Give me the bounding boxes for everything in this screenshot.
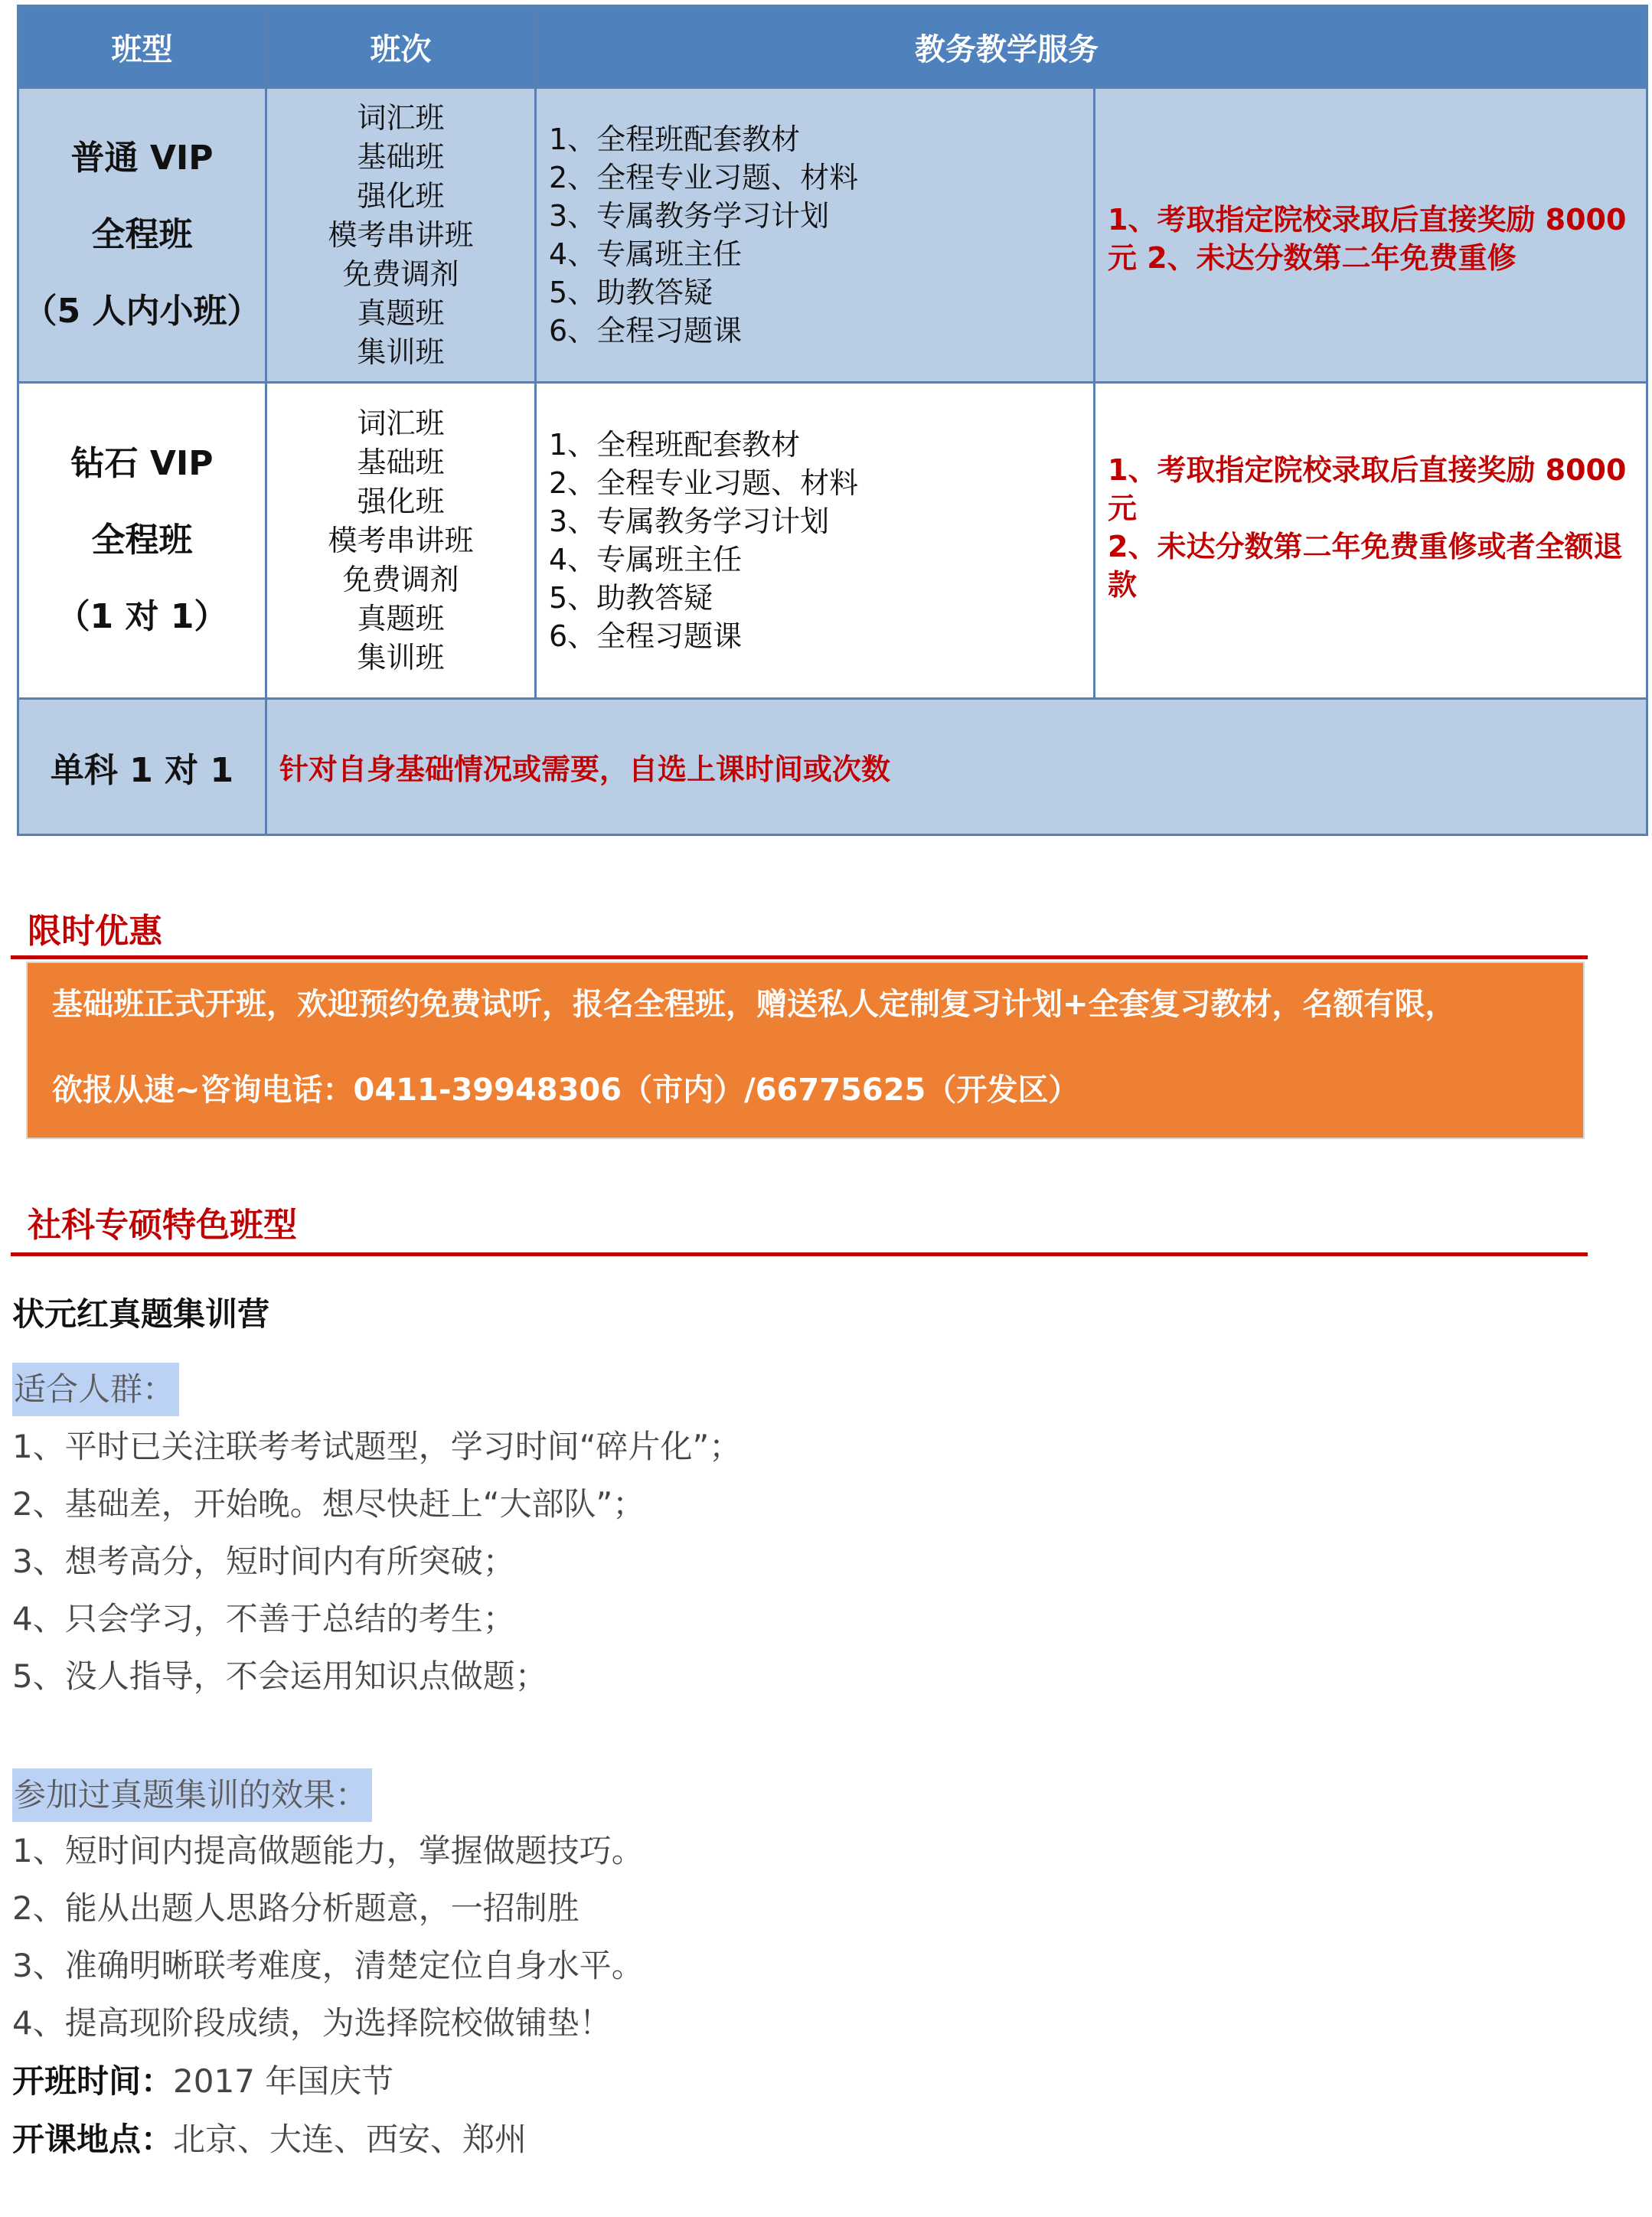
class-item: 真题班: [357, 295, 445, 330]
class-item: 免费调剂: [342, 562, 459, 596]
start-time-label: 开班时间：: [12, 2062, 174, 2100]
class-list-cell: [266, 383, 536, 699]
promo-title: 限时优惠: [28, 912, 162, 951]
list-item: 2、基础差，开始晚。想尽快赶上“大部队”；: [12, 1485, 645, 1523]
class-item: 基础班: [357, 445, 445, 479]
service-item: 3、专属教务学习计划: [549, 504, 830, 538]
service-item: 2、全程专业习题、材料: [549, 466, 859, 500]
list-item: 4、提高现阶段成绩，为选择院校做铺垫！: [12, 2004, 612, 2042]
class-item: 模考串讲班: [328, 217, 474, 252]
start-time-value: 2017 年国庆节: [173, 2062, 394, 2100]
services-cell: [536, 383, 1095, 699]
class-type-cell: [18, 88, 266, 383]
audience-list: [12, 1418, 741, 1705]
reward-cell: 1、考取指定院校录取后直接奖励 8000 元 2、未达分数第二年免费重修: [1095, 88, 1647, 383]
table-header-row: [18, 6, 1647, 88]
class-item: 集训班: [357, 640, 445, 674]
service-item: 2、全程专业习题、材料: [549, 161, 859, 194]
class-item: 基础班: [357, 139, 445, 174]
class-item: 模考串讲班: [328, 523, 474, 557]
promo-divider: [11, 955, 1588, 959]
header-services-label: 教务教学服务: [915, 31, 1099, 67]
course-table: [17, 5, 1648, 836]
class-type-line: （1 对 1）: [56, 597, 228, 636]
camp-title: 状元红真题集训营: [12, 1295, 270, 1333]
effect-list: [12, 1822, 644, 2052]
promo-line-2: 欲报从速~咨询电话：0411-39948306（市内）/66775625（开发区）: [52, 1073, 1079, 1108]
list-item: 1、短时间内提高做题能力，掌握做题技巧。: [12, 1832, 644, 1869]
location-label: 开课地点：: [12, 2121, 174, 2158]
start-time: [12, 2056, 393, 2102]
service-item: 6、全程习题课: [549, 619, 743, 653]
class-item: 免费调剂: [342, 256, 459, 291]
class-type-line: 全程班: [91, 521, 193, 560]
audience-label: 适合人群：: [12, 1363, 179, 1416]
table-row: [18, 699, 1647, 835]
service-item: 4、专属班主任: [549, 237, 743, 271]
class-type-line: （5 人内小班）: [23, 292, 261, 331]
class-item: 真题班: [357, 601, 445, 635]
class-type-line: 全程班: [91, 215, 193, 254]
class-item: 强化班: [357, 178, 445, 213]
service-item: 1、全程班配套教材: [549, 428, 801, 462]
list-item: 4、只会学习，不善于总结的考生；: [12, 1600, 515, 1637]
location: [12, 2114, 527, 2160]
single-class-name: 单科 1 对 1: [18, 699, 266, 835]
service-item: 1、全程班配套教材: [549, 122, 801, 156]
class-item: 词汇班: [357, 406, 445, 440]
service-item: 4、专属班主任: [549, 543, 743, 576]
promo-box: [26, 962, 1585, 1139]
class-type-cell: [18, 383, 266, 699]
services-cell: [536, 88, 1095, 383]
service-item: 3、专属教务学习计划: [549, 199, 830, 233]
class-item: 集训班: [357, 335, 445, 369]
class-list-cell: [266, 88, 536, 383]
class-type-line: 普通 VIP: [70, 139, 214, 178]
class-item: 词汇班: [357, 100, 445, 135]
table-row: [18, 383, 1647, 699]
table-row: [18, 88, 1647, 383]
promo-line-1: 基础班正式开班，欢迎预约免费试听，报名全程班，赠送私人定制复习计划+全套复习教材，名额有限，: [52, 987, 1456, 1022]
service-item: 5、助教答疑: [549, 276, 713, 309]
header-class-session: 班次: [266, 6, 536, 88]
list-item: 1、平时已关注联考考试题型，学习时间“碎片化”；: [12, 1428, 742, 1465]
feature-title: 社科专硕特色班型: [28, 1206, 297, 1245]
effect-label: 参加过真题集训的效果：: [12, 1768, 372, 1822]
single-class-desc: 针对自身基础情况或需要，自选上课时间或次数: [266, 699, 1647, 835]
list-item: 3、准确明晰联考难度，清楚定位自身水平。: [12, 1947, 644, 1984]
feature-divider: [11, 1252, 1588, 1256]
service-item: 5、助教答疑: [549, 581, 713, 615]
header-services: [536, 6, 1647, 88]
reward-cell: 1、考取指定院校录取后直接奖励 8000 元 2、未达分数第二年免费重修或者全额退款: [1095, 383, 1647, 699]
class-type-line: 钻石 VIP: [70, 444, 214, 483]
class-item: 强化班: [357, 484, 445, 518]
service-item: 6、全程习题课: [549, 314, 743, 348]
list-item: 3、想考高分，短时间内有所突破；: [12, 1543, 515, 1580]
header-class-type: 班型: [18, 6, 266, 88]
location-value: 北京、大连、西安、郑州: [173, 2121, 527, 2158]
list-item: 2、能从出题人思路分析题意，一招制胜: [12, 1889, 580, 1927]
list-item: 5、没人指导，不会运用知识点做题；: [12, 1657, 547, 1695]
